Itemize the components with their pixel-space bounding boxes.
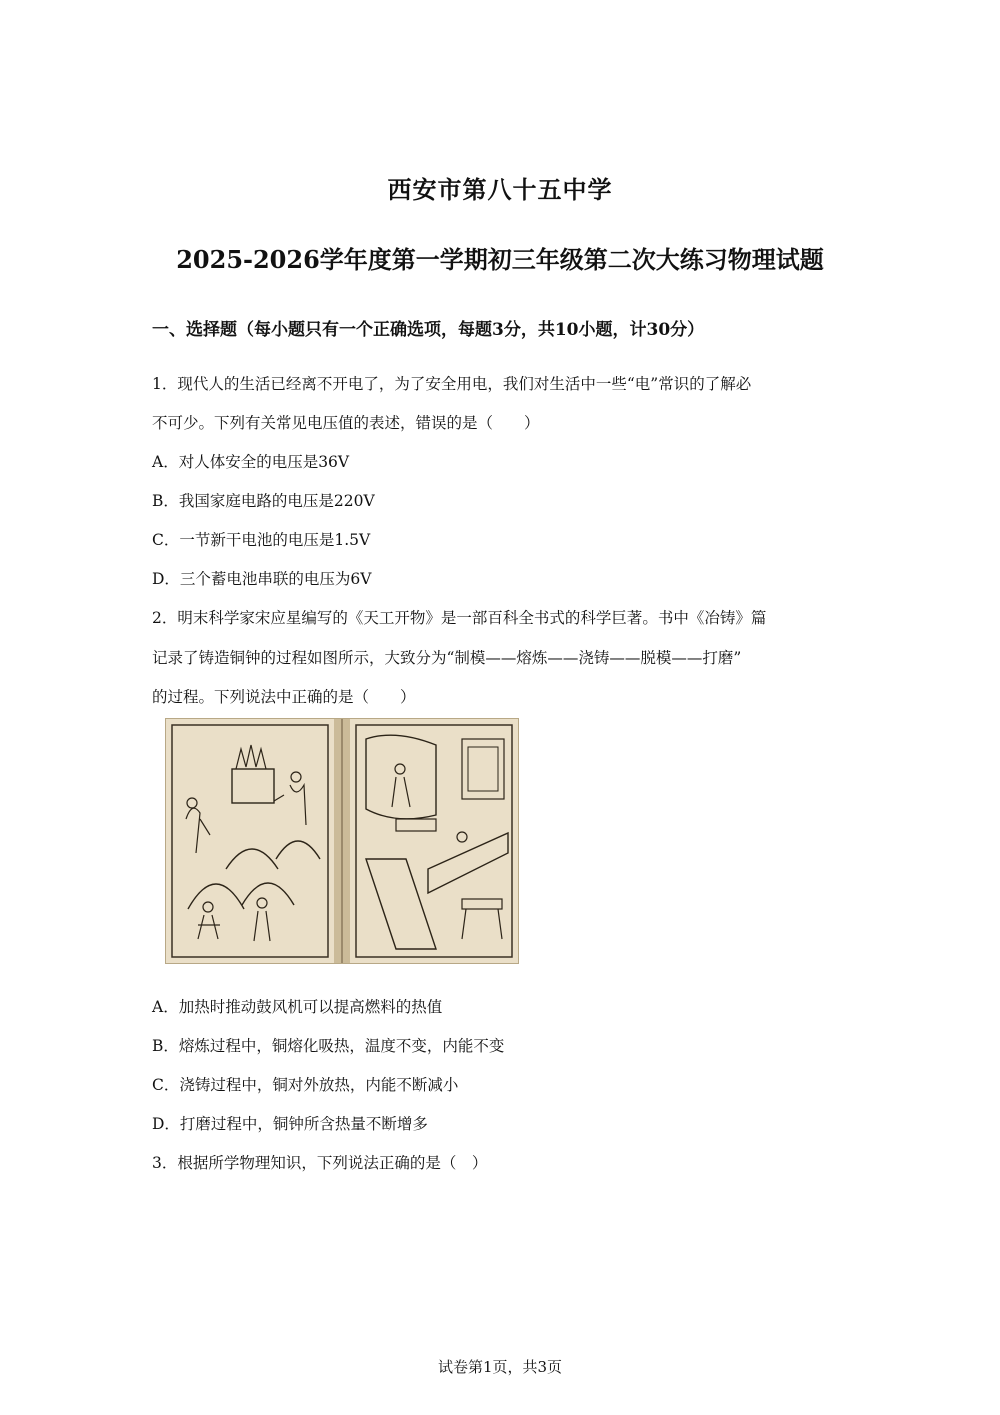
q1-option-d: D．三个蓄电池串联的电压为6V <box>152 570 372 588</box>
page-footer: 试卷第1页，共3页 <box>437 1358 563 1376</box>
bell-casting-illustration <box>165 718 519 964</box>
q2-option-d: D．打磨过程中，铜钟所含热量不断增多 <box>152 1115 428 1133</box>
school-title: 西安市第八十五中学 <box>387 175 613 204</box>
q1-stem-line-2: 不可少。下列有关常见电压值的表述，错误的是（ ） <box>152 414 540 432</box>
q1-stem-line-1: 1．现代人的生活已经离不开电了，为了安全用电，我们对生活中一些“电”常识的了解必 <box>152 375 752 393</box>
exam-title: 2025-2026学年度第一学期初三年级第二次大练习物理试题 <box>176 245 824 274</box>
q2-stem-line-1: 2．明末科学家宋应星编写的《天工开物》是一部百科全书式的科学巨著。书中《冶铸》篇 <box>152 609 767 627</box>
q2-stem-line-3: 的过程。下列说法中正确的是（ ） <box>152 688 416 706</box>
q3-stem-line-1: 3．根据所学物理知识，下列说法正确的是（ ） <box>152 1154 488 1172</box>
q1-option-b: B．我国家庭电路的电压是220V <box>152 492 375 510</box>
q2-option-c: C．浇铸过程中，铜对外放热，内能不断减小 <box>152 1076 459 1094</box>
q2-stem-line-2: 记录了铸造铜钟的过程如图所示，大致分为“制模——熔炼——浇铸——脱模——打磨” <box>152 649 742 667</box>
q1-option-c: C．一节新干电池的电压是1.5V <box>152 531 371 549</box>
section-heading: 一、选择题（每小题只有一个正确选项，每题3分，共10小题，计30分） <box>152 320 705 340</box>
q2-option-b: B．熔炼过程中，铜熔化吸热，温度不变，内能不变 <box>152 1037 505 1055</box>
q1-option-a: A．对人体安全的电压是36V <box>152 453 350 471</box>
q2-option-a: A．加热时推动鼓风机可以提高燃料的热值 <box>152 998 443 1016</box>
woodblock-print-image <box>166 719 518 963</box>
